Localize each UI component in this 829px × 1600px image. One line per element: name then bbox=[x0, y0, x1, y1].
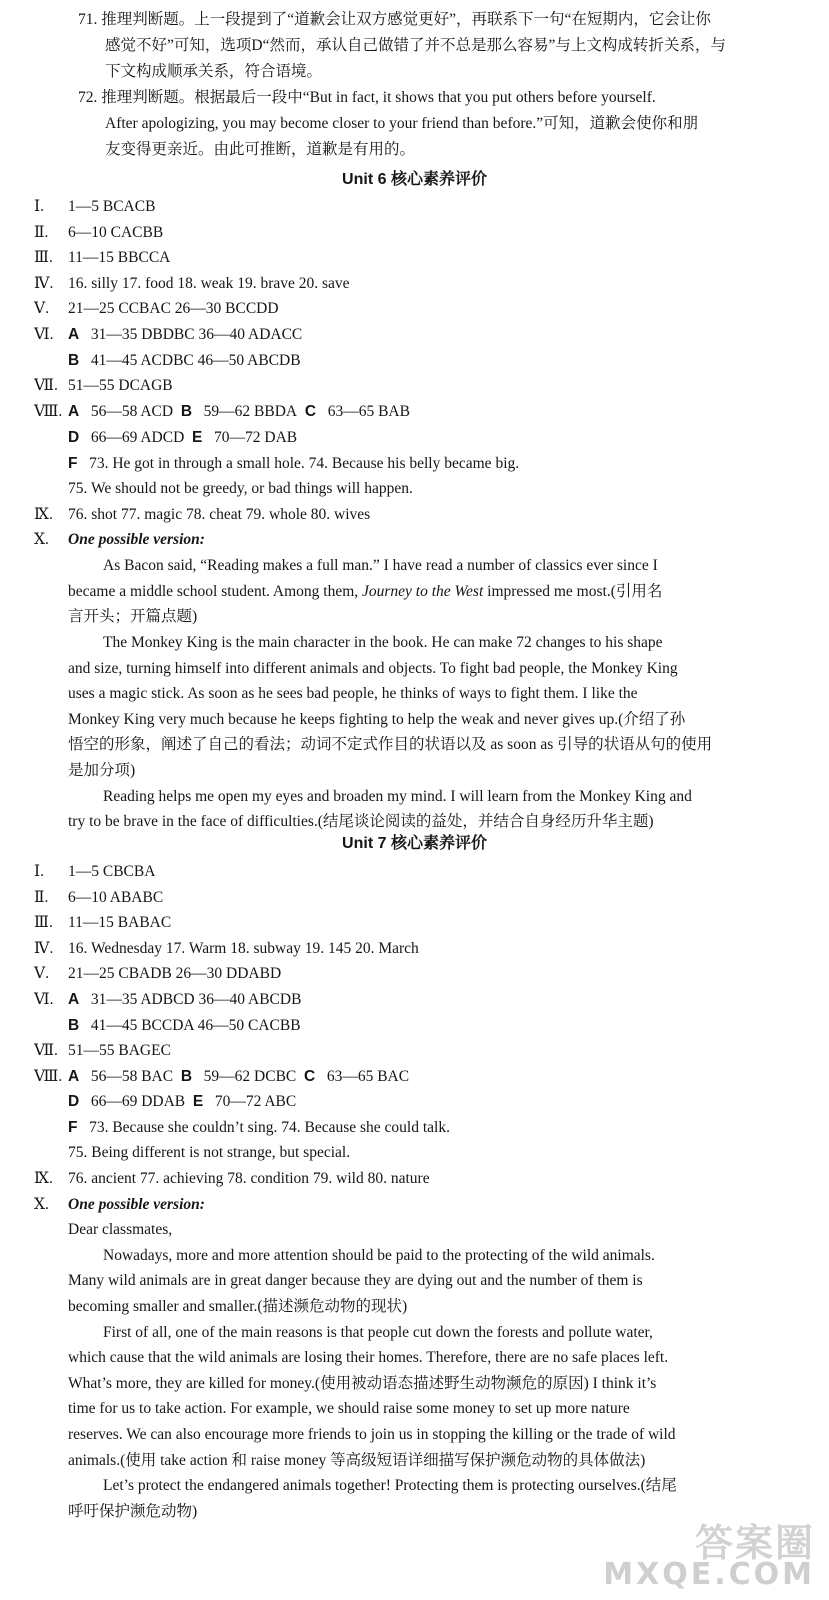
part-letter: A bbox=[68, 991, 80, 1008]
section-label: Ⅷ. bbox=[34, 1068, 63, 1085]
part-b bbox=[68, 350, 301, 372]
essay-line: and size, turning himself into different animals and objects. To fight bad people, the Monkey King bbox=[68, 660, 678, 677]
part-letter: D bbox=[68, 429, 80, 446]
part-letter: C bbox=[304, 1068, 316, 1085]
section-answers: 16. silly 17. food 18. weak 19. brave 20. save bbox=[68, 275, 350, 292]
unit6-title: Unit 6 核心素养评价 bbox=[342, 171, 487, 188]
part-answers: 31—35 ADBCD 36—40 ABCDB bbox=[90, 991, 302, 1008]
section-label: Ⅴ. bbox=[34, 300, 50, 317]
part-answers: 63—65 BAC bbox=[326, 1068, 410, 1085]
part-letter: D bbox=[68, 1093, 80, 1110]
answer-75: 75. Being different is not strange, but special. bbox=[68, 1144, 351, 1161]
part-letter: E bbox=[192, 429, 203, 446]
part-letter: F bbox=[68, 1119, 78, 1136]
q72-line-1: 72. 推理判断题。根据最后一段中“But in fact, it shows that you put others before yourself. bbox=[78, 89, 656, 106]
essay-line: Reading helps me open my eyes and broaden my mind. I will learn from the Monkey King and bbox=[103, 788, 692, 805]
part-letter: E bbox=[192, 1093, 204, 1110]
part-letter: B bbox=[68, 1017, 80, 1034]
essay-line: The Monkey King is the main character in the book. He can make 72 changes to his shape bbox=[103, 634, 663, 651]
part-answers: 56—58 BAC bbox=[90, 1068, 174, 1085]
essay-line bbox=[68, 581, 662, 603]
section-label: Ⅸ. bbox=[34, 506, 53, 523]
parts-de bbox=[68, 427, 297, 449]
section-answers: 11—15 BABAC bbox=[68, 914, 172, 931]
essay-line: 呼吁保护濒危动物) bbox=[68, 1503, 198, 1520]
section-answers: 1—5 CBCBA bbox=[68, 863, 156, 880]
section-label: Ⅳ. bbox=[34, 940, 54, 957]
book-title: Journey to the West bbox=[362, 583, 484, 600]
section-label: Ⅰ. bbox=[34, 863, 44, 880]
essay-text: impressed me most.(引用名 bbox=[483, 583, 663, 600]
essay-text: became a middle school student. Among them, bbox=[68, 583, 363, 600]
parts-abc bbox=[68, 401, 410, 423]
section-label: Ⅶ. bbox=[34, 377, 58, 394]
q72-line-3: 友变得更亲近。由此可推断，道歉是有用的。 bbox=[105, 141, 416, 158]
section-label: Ⅳ. bbox=[34, 275, 54, 292]
part-letter: B bbox=[68, 352, 80, 369]
part-answers: 41—45 BCCDA 46—50 CACBB bbox=[90, 1017, 301, 1034]
part-b bbox=[68, 1015, 301, 1037]
section-answers: 76. ancient 77. achieving 78. condition 79. wild 80. nature bbox=[68, 1170, 430, 1187]
q71-line-2: 感觉不好”可知，选项D“然而，承认自己做错了并不总是那么容易”与上文构成转折关系，与 bbox=[105, 37, 726, 54]
essay-line: 悟空的形象，阐述了自己的看法；动词不定式作目的状语以及 as soon as 引导的状语从句的使用 bbox=[68, 736, 713, 753]
part-letter: A bbox=[68, 403, 80, 420]
possible-version-label: One possible version: bbox=[68, 1196, 205, 1213]
section-label: Ⅸ. bbox=[34, 1170, 53, 1187]
part-a bbox=[68, 324, 302, 346]
part-answers: 70—72 ABC bbox=[214, 1093, 297, 1110]
section-answers: 16. Wednesday 17. Warm 18. subway 19. 145 20. March bbox=[68, 940, 419, 957]
part-letter: A bbox=[68, 1068, 80, 1085]
part-answers: 73. He got in through a small hole. 74. Because his belly became big. bbox=[89, 455, 520, 472]
essay-line: reserves. We can also encourage more friends to join us in stopping the killing or the trade of wild bbox=[68, 1426, 676, 1443]
section-answers: 76. shot 77. magic 78. cheat 79. whole 80. wives bbox=[68, 506, 371, 523]
section-label: Ⅶ. bbox=[34, 1042, 58, 1059]
q71-line-3: 下文构成顺承关系，符合语境。 bbox=[105, 63, 323, 80]
part-answers: 31—35 DBDBC 36—40 ADACC bbox=[90, 326, 303, 343]
essay-greeting: Dear classmates, bbox=[68, 1221, 173, 1238]
essay-line: becoming smaller and smaller.(描述濒危动物的现状) bbox=[68, 1298, 408, 1315]
part-f bbox=[68, 1117, 450, 1139]
part-answers: 66—69 DDAB bbox=[90, 1093, 186, 1110]
section-answers: 21—25 CCBAC 26—30 BCCDD bbox=[68, 300, 279, 317]
essay-line: Many wild animals are in great danger because they are dying out and the number of them is bbox=[68, 1272, 643, 1289]
part-letter: A bbox=[68, 326, 80, 343]
section-label: Ⅹ. bbox=[34, 1196, 49, 1213]
section-label: Ⅷ. bbox=[34, 403, 63, 420]
parts-abc bbox=[68, 1066, 409, 1088]
parts-de bbox=[68, 1091, 296, 1113]
section-label: Ⅱ. bbox=[34, 889, 49, 906]
part-answers: 70—72 DAB bbox=[214, 429, 298, 446]
site-watermark bbox=[585, 1512, 815, 1592]
essay-line: Monkey King very much because he keeps fighting to help the weak and never gives up.(介绍了孙 bbox=[68, 711, 686, 728]
part-a bbox=[68, 989, 301, 1011]
essay-line: First of all, one of the main reasons is that people cut down the forests and pollute water, bbox=[103, 1324, 653, 1341]
part-answers: 59—62 DCBC bbox=[203, 1068, 297, 1085]
part-answers: 63—65 BAB bbox=[327, 403, 410, 420]
essay-line: As Bacon said, “Reading makes a full man.” I have read a number of classics ever since I bbox=[103, 557, 658, 574]
part-answers: 73. Because she couldn’t sing. 74. Because she could talk. bbox=[89, 1119, 450, 1136]
essay-line: animals.(使用 take action 和 raise money 等高级短语详细描写保护濒危动物的具体做法) bbox=[68, 1452, 646, 1469]
essay-line: time for us to take action. For example, we should raise some money to set up more nature bbox=[68, 1400, 630, 1417]
watermark-logo-text: 答案圈 bbox=[694, 1521, 815, 1565]
part-answers: 59—62 BBDA bbox=[203, 403, 298, 420]
part-letter: C bbox=[304, 403, 317, 420]
section-answers: 6—10 ABABC bbox=[68, 889, 164, 906]
section-answers: 51—55 BAGEC bbox=[68, 1042, 171, 1059]
part-f bbox=[68, 453, 519, 475]
essay-line: Nowadays, more and more attention should be paid to the protecting of the wild animals. bbox=[103, 1247, 655, 1264]
section-answers: 11—15 BBCCA bbox=[68, 249, 171, 266]
essay-line: Let’s protect the endangered animals together! Protecting them is protecting ourselves.(结尾 bbox=[103, 1477, 677, 1494]
answer-75: 75. We should not be greedy, or bad things will happen. bbox=[68, 480, 413, 497]
section-answers: 51—55 DCAGB bbox=[68, 377, 173, 394]
section-label: Ⅹ. bbox=[34, 531, 49, 548]
part-answers: 41—45 ACDBC 46—50 ABCDB bbox=[90, 352, 301, 369]
part-letter: B bbox=[180, 1068, 193, 1085]
section-label: Ⅱ. bbox=[34, 224, 49, 241]
section-answers: 1—5 BCACB bbox=[68, 198, 156, 215]
q71-line-1: 71. 推理判断题。上一段提到了“道歉会让双方感觉更好”，再联系下一句“在短期内，它会让你 bbox=[78, 11, 711, 28]
section-label: Ⅴ. bbox=[34, 965, 50, 982]
part-letter: F bbox=[68, 455, 78, 472]
part-answers: 56—58 ACD bbox=[90, 403, 174, 420]
unit7-title: Unit 7 核心素养评价 bbox=[342, 835, 487, 852]
watermark-url: MXQE.COM bbox=[603, 1557, 815, 1592]
section-label: Ⅲ. bbox=[34, 249, 53, 266]
section-answers: 21—25 CBADB 26—30 DDABD bbox=[68, 965, 282, 982]
section-label: Ⅰ. bbox=[34, 198, 44, 215]
essay-line: uses a magic stick. As soon as he sees bad people, he thinks of ways to fight them. I like the bbox=[68, 685, 638, 702]
essay-line: 是加分项) bbox=[68, 762, 136, 779]
essay-line: try to be brave in the face of difficulties.(结尾谈论阅读的益处，并结合自身经历升华主题) bbox=[68, 813, 654, 830]
essay-line: 言开头；开篇点题) bbox=[68, 608, 198, 625]
section-answers: 6—10 CACBB bbox=[68, 224, 164, 241]
section-label: Ⅲ. bbox=[34, 914, 53, 931]
section-label: Ⅵ. bbox=[34, 326, 54, 343]
section-label: Ⅵ. bbox=[34, 991, 54, 1008]
part-letter: B bbox=[180, 403, 193, 420]
essay-line: What’s more, they are killed for money.(使用被动语态描述野生动物濒危的原因) I think it’s bbox=[68, 1375, 657, 1392]
q72-line-2: After apologizing, you may become closer to your friend than before.”可知，道歉会使你和朋 bbox=[105, 115, 699, 132]
possible-version-label: One possible version: bbox=[68, 531, 205, 548]
part-answers: 66—69 ADCD bbox=[90, 429, 185, 446]
essay-line: which cause that the wild animals are losing their homes. Therefore, there are no safe places left. bbox=[68, 1349, 669, 1366]
